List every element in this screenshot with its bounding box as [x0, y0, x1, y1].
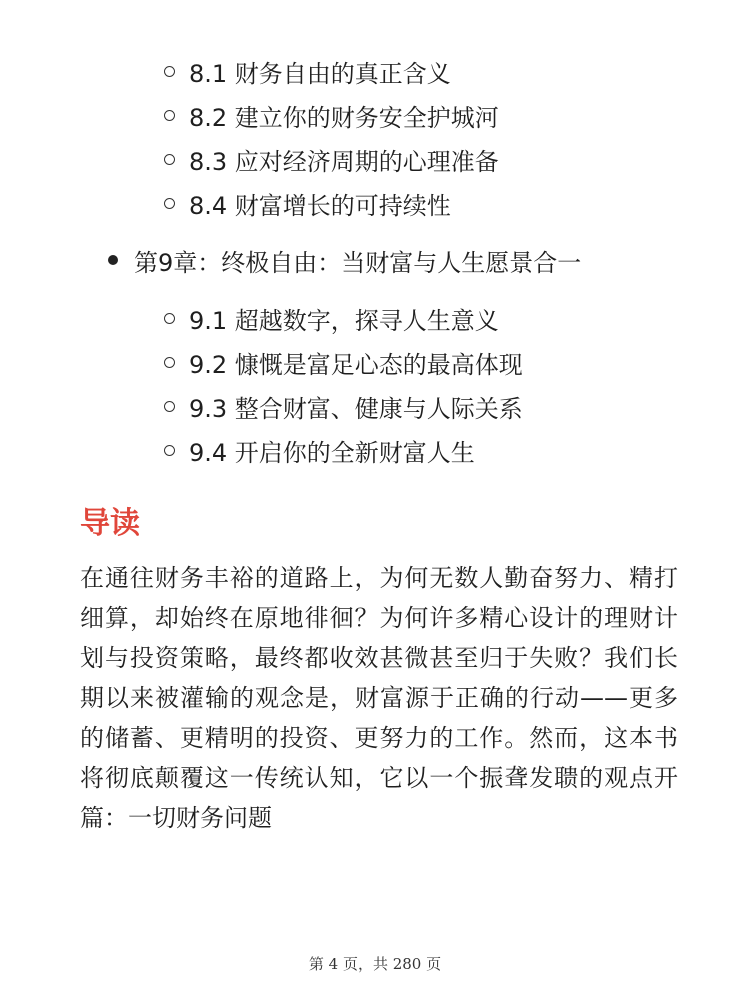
toc-section-label: 9.3 整合财富、健康与人际关系 [189, 394, 523, 423]
hollow-circle-bullet-icon [164, 401, 175, 412]
toc-section-9-3[interactable] [164, 386, 523, 426]
toc-section-8-2[interactable] [164, 95, 499, 135]
toc-chapter-label: 第9章：终极自由：当财富与人生愿景合一 [134, 248, 582, 277]
hollow-circle-bullet-icon [164, 357, 175, 368]
hollow-circle-bullet-icon [164, 313, 175, 324]
toc-section-9-2[interactable] [164, 342, 523, 382]
toc-section-9-1[interactable] [164, 298, 499, 338]
toc-section-8-4[interactable] [164, 183, 451, 223]
hollow-circle-bullet-icon [164, 445, 175, 456]
toc-section-label: 9.4 开启你的全新财富人生 [189, 438, 475, 467]
toc-section-label: 8.4 财富增长的可持续性 [189, 191, 451, 220]
toc-section-label: 8.3 应对经济周期的心理准备 [189, 147, 499, 176]
intro-heading: 导读 [80, 506, 140, 541]
toc-section-label: 8.2 建立你的财务安全护城河 [189, 103, 499, 132]
toc-section-label: 8.1 财务自由的真正含义 [189, 59, 451, 88]
hollow-circle-bullet-icon [164, 110, 175, 121]
hollow-circle-bullet-icon [164, 198, 175, 209]
hollow-circle-bullet-icon [164, 154, 175, 165]
toc-chapter-9[interactable] [108, 240, 581, 280]
toc-section-9-4[interactable] [164, 430, 475, 470]
toc-section-label: 9.1 超越数字，探寻人生意义 [189, 306, 499, 335]
hollow-circle-bullet-icon [164, 66, 175, 77]
page-indicator: 第 4 页，共 280 页 [308, 955, 442, 973]
toc-section-label: 9.2 慷慨是富足心态的最高体现 [189, 350, 523, 379]
toc-section-8-3[interactable] [164, 139, 499, 179]
toc-section-8-1[interactable] [164, 51, 451, 91]
filled-circle-bullet-icon [108, 255, 118, 265]
intro-paragraph: 在通往财务丰裕的道路上，为何无数人勤奋努力、精打细算，却始终在原地徘徊？为何许多精心设计的理财计划与投资策略，最终都收效甚微甚至归于失败？我们长期以来被灌输的观念是，财富源于正确的行动——更多的储蓄、更精明的投资、更努力的工作。然而，这本书将彻底颠覆这一传统认知，它以一个振聋发聩的观点开篇：一切财务问题 [80, 564, 678, 832]
